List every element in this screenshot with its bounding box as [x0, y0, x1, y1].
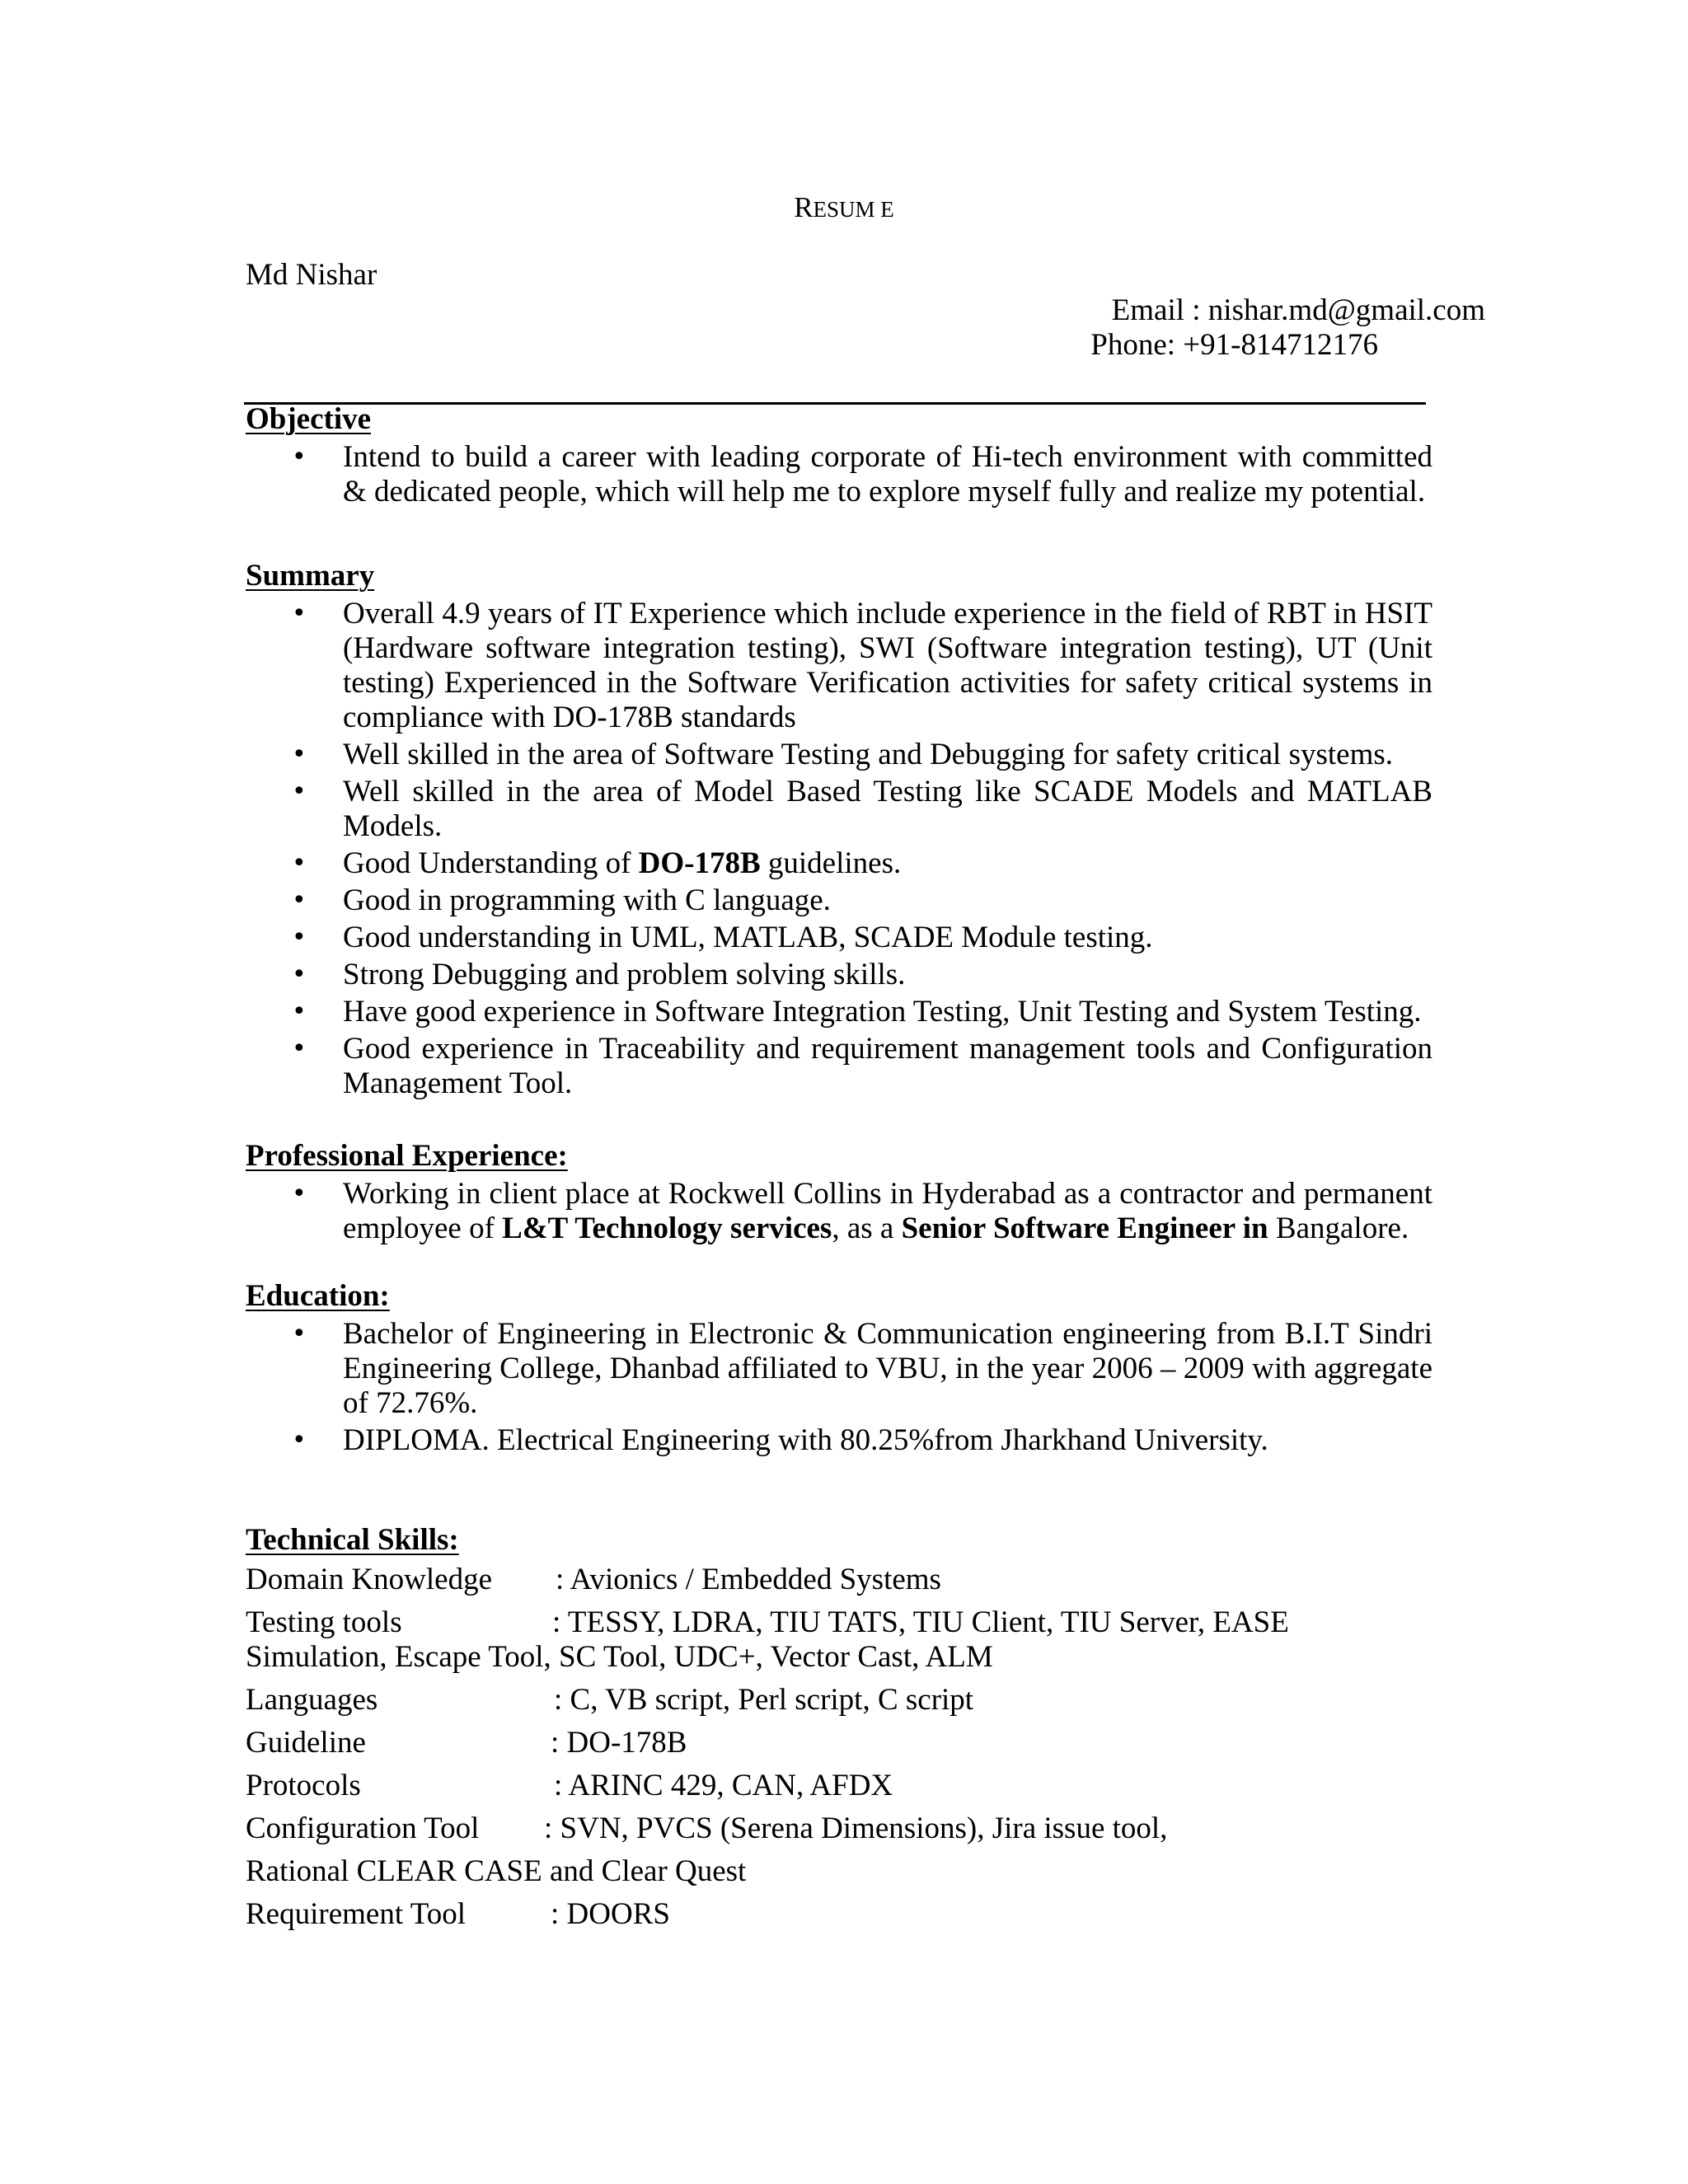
phone-line: Phone: +91-814712176 [1090, 328, 1378, 362]
experience-section [246, 1139, 1432, 1249]
list-item: • Good understanding in UML, MATLAB, SCADE Module testing. [246, 921, 1432, 955]
skill-label: Languages [246, 1683, 378, 1717]
do178b-bold: DO-178B [638, 846, 761, 880]
skill-label: Requirement Tool [246, 1897, 466, 1931]
skill-row-domain [246, 1563, 1432, 1605]
skill-row-testing [246, 1605, 1432, 1640]
job-title: Senior Software Engineer in [901, 1212, 1268, 1245]
list-item: • Well skilled in the area of Model Based Testing like SCADE Models and MATLAB Models. [246, 775, 1432, 844]
document-title [0, 191, 1688, 224]
summary-heading: Summary [246, 559, 375, 593]
list-item: • Have good experience in Software Integration Testing, Unit Testing and System Testing. [246, 995, 1432, 1029]
skill-value: : TESSY, LDRA, TIU TATS, TIU Client, TIU Server, EASE [552, 1605, 1289, 1639]
education-heading: Education: [246, 1279, 390, 1313]
skill-value: : DO-178B [551, 1726, 687, 1760]
list-item: • DIPLOMA. Electrical Engineering with 80.25%from Jharkhand University. [246, 1423, 1432, 1458]
skill-value: : ARINC 429, CAN, AFDX [554, 1769, 893, 1802]
email-line: Email : nishar.md@gmail.com [1111, 293, 1485, 327]
skill-continuation: Simulation, Escape Tool, SC Tool, UDC+, Vector Cast, ALM [246, 1640, 993, 1674]
skill-value: : C, VB script, Perl script, C script [554, 1683, 974, 1717]
skill-row-protocols [246, 1769, 1432, 1811]
skill-value: : SVN, PVCS (Serena Dimensions), Jira issue tool, [544, 1811, 1168, 1845]
experience-list [246, 1177, 1432, 1246]
employer-name: L&T Technology services [502, 1212, 832, 1245]
title-initial: R [794, 191, 814, 223]
list-item [246, 846, 1432, 881]
experience-heading: Professional Experience: [246, 1139, 568, 1173]
skill-label: Configuration Tool [246, 1811, 480, 1845]
list-item: • Good in programming with C language. [246, 883, 1432, 918]
objective-list [246, 440, 1432, 509]
skill-row-guideline [246, 1726, 1432, 1769]
contact-block [1040, 293, 1485, 363]
skill-row-requirement [246, 1897, 1432, 1940]
objective-heading: Objective [246, 402, 372, 436]
skill-label: Protocols [246, 1769, 361, 1802]
objective-section [246, 402, 1432, 512]
experience-text-a: Working in client place at Rockwell Collins in Hyderabad as a contractor and permanent employee of [343, 1177, 1432, 1245]
skill-row-languages [246, 1683, 1432, 1726]
list-item: • Bachelor of Engineering in Electronic & Communication engineering from B.I.T Sindri Engineering College, Dhanbad affiliated to VBU, in the year 2006 – 2009 with aggregate of 72.76%. [246, 1317, 1432, 1421]
list-item: • Intend to build a career with leading corporate of Hi-tech environment with committed & dedicated people, which will help me to explore myself fully and realize my potential. [246, 440, 1432, 509]
list-item [246, 1177, 1432, 1246]
skills-heading: Technical Skills: [246, 1523, 459, 1557]
skill-row-configuration [246, 1811, 1432, 1854]
education-section [246, 1279, 1432, 1460]
do178b-prefix: Good Understanding of [343, 846, 639, 880]
skill-label: Guideline [246, 1726, 366, 1760]
skill-continuation: Rational CLEAR CASE and Clear Quest [246, 1854, 747, 1888]
education-list [246, 1317, 1432, 1458]
do178b-suffix: guidelines. [760, 846, 902, 880]
list-item: • Overall 4.9 years of IT Experience which include experience in the field of RBT in HSIT (Hardware software integration testing), SWI (Software integration testing), UT (Unit testing) Experienced in the Software Verification activities for safety critical systems in compliance with DO-178B standards [246, 597, 1432, 735]
list-item: • Strong Debugging and problem solving skills. [246, 958, 1432, 992]
candidate-name: Md Nishar [246, 258, 377, 292]
summary-list [246, 597, 1432, 1101]
title-rest: ESUM E [813, 197, 894, 222]
skill-label: Testing tools [246, 1605, 402, 1639]
experience-text-c: Bangalore. [1268, 1212, 1409, 1245]
skill-label: Domain Knowledge [246, 1563, 493, 1596]
experience-text-b: , as a [832, 1212, 902, 1245]
skill-value: : Avionics / Embedded Systems [556, 1563, 941, 1596]
skill-value: : DOORS [551, 1897, 670, 1931]
skills-section [246, 1523, 1432, 1940]
summary-section [246, 559, 1432, 1104]
list-item: • Well skilled in the area of Software Testing and Debugging for safety critical systems. [246, 738, 1432, 772]
list-item: • Good experience in Traceability and requirement management tools and Configuration Management Tool. [246, 1032, 1432, 1101]
